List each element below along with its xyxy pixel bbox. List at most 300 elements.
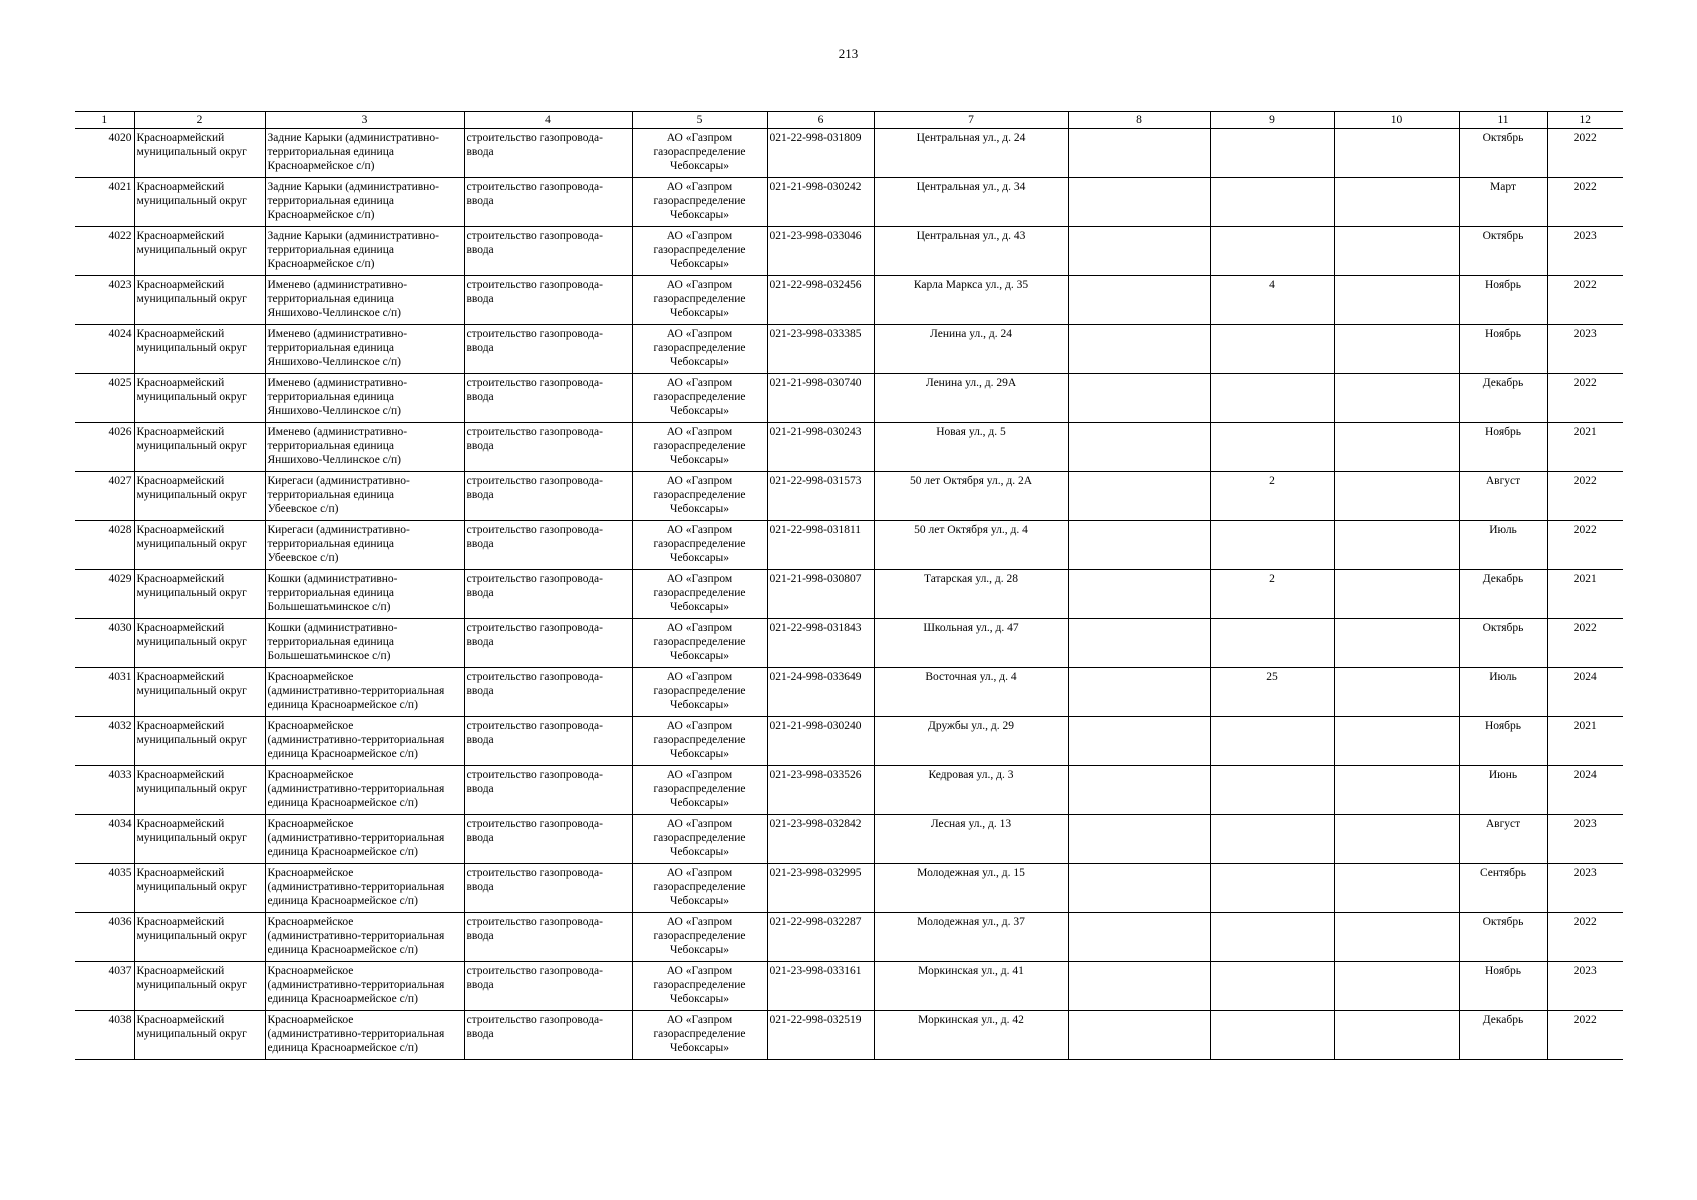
address-cell: Центральная ул., д. 34: [874, 178, 1068, 227]
district-cell: [134, 178, 265, 227]
object-code-cell: 021-22-998-032287: [767, 913, 874, 962]
object-code-cell: 021-23-998-033046: [767, 227, 874, 276]
row-number-cell: 4026: [75, 423, 134, 472]
year-cell: 2021: [1547, 423, 1623, 472]
district-cell-line: Красноармейский: [136, 622, 225, 634]
district-cell-line: Красноармейский: [136, 181, 225, 193]
column-header: 10: [1334, 112, 1459, 129]
district-cell-line: муниципальный округ: [136, 489, 247, 501]
locality-cell: [265, 619, 464, 668]
organization-cell-line: АО «Газпром: [666, 475, 733, 487]
month-cell: Октябрь: [1459, 619, 1547, 668]
organization-cell-line: газораспределение: [653, 587, 746, 599]
organization-cell: [632, 178, 767, 227]
district-cell-line: Красноармейский: [136, 867, 225, 879]
table-row: [75, 913, 1623, 962]
locality-cell-line: Яншихово-Челлинское с/п): [267, 356, 401, 368]
organization-cell: [632, 815, 767, 864]
organization-cell: [632, 1011, 767, 1060]
object-code-cell: 021-22-998-031811: [767, 521, 874, 570]
locality-cell-line: единица Красноармейское с/п): [267, 748, 418, 760]
organization-cell-line: Чебоксары»: [669, 797, 730, 809]
object-code-cell: 021-22-998-031809: [767, 129, 874, 178]
work-type-cell: [464, 276, 632, 325]
row-number-cell: 4024: [75, 325, 134, 374]
row-number-cell: 4033: [75, 766, 134, 815]
locality-cell-line: территориальная единица: [267, 244, 394, 256]
work-type-cell-line: строительство газопровода-: [466, 622, 603, 634]
locality-cell-line: территориальная единица: [267, 489, 394, 501]
column-9-cell: [1210, 423, 1334, 472]
district-cell-line: муниципальный округ: [136, 734, 247, 746]
locality-cell: [265, 766, 464, 815]
work-type-cell: [464, 570, 632, 619]
column-10-cell: [1334, 374, 1459, 423]
work-type-cell-line: строительство газопровода-: [466, 132, 603, 144]
address-cell: Молодежная ул., д. 37: [874, 913, 1068, 962]
column-10-cell: [1334, 227, 1459, 276]
district-cell: [134, 325, 265, 374]
month-cell: Июль: [1459, 521, 1547, 570]
address-cell: Центральная ул., д. 24: [874, 129, 1068, 178]
object-code-cell: 021-21-998-030740: [767, 374, 874, 423]
work-type-cell: [464, 766, 632, 815]
district-cell-line: муниципальный округ: [136, 783, 247, 795]
district-cell-line: муниципальный округ: [136, 146, 247, 158]
address-cell: Карла Маркса ул., д. 35: [874, 276, 1068, 325]
column-10-cell: [1334, 1011, 1459, 1060]
work-type-cell: [464, 815, 632, 864]
locality-cell: [265, 1011, 464, 1060]
organization-cell: [632, 276, 767, 325]
locality-cell-line: единица Красноармейское с/п): [267, 699, 418, 711]
row-number-cell: 4036: [75, 913, 134, 962]
year-cell: 2022: [1547, 619, 1623, 668]
locality-cell: [265, 717, 464, 766]
organization-cell-line: Чебоксары»: [669, 356, 730, 368]
month-cell: Декабрь: [1459, 570, 1547, 619]
work-type-cell-line: ввода: [466, 293, 494, 305]
address-cell: Татарская ул., д. 28: [874, 570, 1068, 619]
column-header: 12: [1547, 112, 1623, 129]
organization-cell: [632, 374, 767, 423]
locality-cell-line: Именево (административно-: [267, 426, 408, 438]
organization-cell-line: газораспределение: [653, 195, 746, 207]
column-9-cell: 2: [1210, 472, 1334, 521]
locality-cell-line: Красноармейское: [267, 671, 354, 683]
locality-cell-line: Красноармейское: [267, 867, 354, 879]
locality-cell-line: Кошки (административно-: [267, 622, 398, 634]
table-row: [75, 570, 1623, 619]
organization-cell: [632, 227, 767, 276]
row-number-cell: 4034: [75, 815, 134, 864]
year-cell: 2022: [1547, 276, 1623, 325]
locality-cell-line: единица Красноармейское с/п): [267, 797, 418, 809]
work-type-cell: [464, 521, 632, 570]
organization-cell-line: газораспределение: [653, 538, 746, 550]
column-9-cell: [1210, 815, 1334, 864]
month-cell: Сентябрь: [1459, 864, 1547, 913]
table-row: [75, 668, 1623, 717]
column-header: 8: [1068, 112, 1210, 129]
month-cell: Октябрь: [1459, 913, 1547, 962]
address-cell: Ленина ул., д. 24: [874, 325, 1068, 374]
district-cell: [134, 374, 265, 423]
address-cell: Моркинская ул., д. 41: [874, 962, 1068, 1011]
organization-cell-line: АО «Газпром: [666, 426, 733, 438]
locality-cell: [265, 668, 464, 717]
organization-cell: [632, 423, 767, 472]
column-8-cell: [1068, 325, 1210, 374]
column-9-cell: 2: [1210, 570, 1334, 619]
work-type-cell: [464, 962, 632, 1011]
organization-cell-line: газораспределение: [653, 930, 746, 942]
district-cell: [134, 129, 265, 178]
district-cell-line: Красноармейский: [136, 524, 225, 536]
year-cell: 2022: [1547, 472, 1623, 521]
organization-cell: [632, 864, 767, 913]
column-10-cell: [1334, 668, 1459, 717]
column-9-cell: [1210, 178, 1334, 227]
district-cell: [134, 472, 265, 521]
column-10-cell: [1334, 962, 1459, 1011]
column-8-cell: [1068, 129, 1210, 178]
locality-cell-line: территориальная единица: [267, 587, 394, 599]
locality-cell: [265, 129, 464, 178]
work-type-cell-line: ввода: [466, 930, 494, 942]
organization-cell-line: АО «Газпром: [666, 818, 733, 830]
year-cell: 2022: [1547, 913, 1623, 962]
organization-cell: [632, 717, 767, 766]
month-cell: Август: [1459, 815, 1547, 864]
column-header: 6: [767, 112, 874, 129]
year-cell: 2022: [1547, 1011, 1623, 1060]
work-type-cell-line: ввода: [466, 881, 494, 893]
column-8-cell: [1068, 717, 1210, 766]
work-type-cell-line: строительство газопровода-: [466, 181, 603, 193]
locality-cell-line: Яншихово-Челлинское с/п): [267, 307, 401, 319]
organization-cell: [632, 668, 767, 717]
district-cell: [134, 962, 265, 1011]
locality-cell-line: Красноармейское: [267, 818, 354, 830]
district-cell-line: муниципальный округ: [136, 391, 247, 403]
row-number-cell: 4035: [75, 864, 134, 913]
month-cell: Ноябрь: [1459, 962, 1547, 1011]
work-type-cell: [464, 325, 632, 374]
locality-cell-line: Именево (административно-: [267, 377, 408, 389]
locality-cell-line: Красноармейское: [267, 720, 354, 732]
object-code-cell: 021-21-998-030807: [767, 570, 874, 619]
table-row: [75, 1011, 1623, 1060]
object-code-cell: 021-23-998-033161: [767, 962, 874, 1011]
work-type-cell-line: ввода: [466, 146, 494, 158]
locality-cell: [265, 374, 464, 423]
district-cell-line: Красноармейский: [136, 769, 225, 781]
work-type-cell-line: ввода: [466, 538, 494, 550]
organization-cell-line: Чебоксары»: [669, 748, 730, 760]
object-code-cell: 021-22-998-032519: [767, 1011, 874, 1060]
locality-cell-line: (административно-территориальная: [267, 1028, 445, 1040]
organization-cell-line: газораспределение: [653, 1028, 746, 1040]
locality-cell-line: Красноармейское с/п): [267, 258, 375, 270]
column-header: 3: [265, 112, 464, 129]
work-type-cell-line: ввода: [466, 1028, 494, 1040]
organization-cell: [632, 913, 767, 962]
column-9-cell: [1210, 374, 1334, 423]
locality-cell-line: территориальная единица: [267, 391, 394, 403]
column-header: 2: [134, 112, 265, 129]
district-cell-line: муниципальный округ: [136, 636, 247, 648]
locality-cell-line: единица Красноармейское с/п): [267, 1042, 418, 1054]
column-8-cell: [1068, 374, 1210, 423]
work-type-cell-line: строительство газопровода-: [466, 475, 603, 487]
month-cell: Ноябрь: [1459, 423, 1547, 472]
district-cell: [134, 766, 265, 815]
organization-cell-line: АО «Газпром: [666, 1014, 733, 1026]
organization-cell-line: АО «Газпром: [666, 720, 733, 732]
organization-cell-line: газораспределение: [653, 979, 746, 991]
district-cell: [134, 521, 265, 570]
district-cell-line: муниципальный округ: [136, 1028, 247, 1040]
column-header: 11: [1459, 112, 1547, 129]
row-number-cell: 4023: [75, 276, 134, 325]
work-type-cell-line: ввода: [466, 636, 494, 648]
locality-cell-line: единица Красноармейское с/п): [267, 846, 418, 858]
organization-cell-line: Чебоксары»: [669, 846, 730, 858]
work-type-cell-line: ввода: [466, 342, 494, 354]
organization-cell-line: АО «Газпром: [666, 867, 733, 879]
year-cell: 2022: [1547, 129, 1623, 178]
column-8-cell: [1068, 815, 1210, 864]
year-cell: 2023: [1547, 864, 1623, 913]
object-code-cell: 021-22-998-031843: [767, 619, 874, 668]
district-cell-line: Красноармейский: [136, 279, 225, 291]
locality-cell-line: Яншихово-Челлинское с/п): [267, 454, 401, 466]
year-cell: 2023: [1547, 962, 1623, 1011]
address-cell: 50 лет Октября ул., д. 4: [874, 521, 1068, 570]
column-8-cell: [1068, 668, 1210, 717]
organization-cell-line: газораспределение: [653, 685, 746, 697]
work-type-cell: [464, 864, 632, 913]
district-cell-line: муниципальный округ: [136, 930, 247, 942]
column-8-cell: [1068, 619, 1210, 668]
row-number-cell: 4038: [75, 1011, 134, 1060]
table-row: [75, 423, 1623, 472]
column-9-cell: 25: [1210, 668, 1334, 717]
table-body: [75, 129, 1623, 1060]
column-9-cell: [1210, 521, 1334, 570]
organization-cell: [632, 325, 767, 374]
locality-cell-line: Кирегаси (административно-: [267, 475, 410, 487]
locality-cell-line: Именево (административно-: [267, 328, 408, 340]
district-cell-line: Красноармейский: [136, 132, 225, 144]
district-cell-line: муниципальный округ: [136, 342, 247, 354]
month-cell: Август: [1459, 472, 1547, 521]
locality-cell: [265, 521, 464, 570]
work-type-cell: [464, 619, 632, 668]
organization-cell: [632, 472, 767, 521]
district-cell-line: муниципальный округ: [136, 587, 247, 599]
table-row: [75, 717, 1623, 766]
locality-cell: [265, 864, 464, 913]
work-type-cell-line: ввода: [466, 587, 494, 599]
district-cell-line: Красноармейский: [136, 573, 225, 585]
work-type-cell-line: ввода: [466, 489, 494, 501]
locality-cell-line: единица Красноармейское с/п): [267, 895, 418, 907]
work-type-cell-line: ввода: [466, 685, 494, 697]
locality-cell-line: территориальная единица: [267, 342, 394, 354]
gasification-register-table: [75, 111, 1623, 1060]
district-cell-line: Красноармейский: [136, 671, 225, 683]
table-row: [75, 374, 1623, 423]
locality-cell-line: Задние Карыки (административно-: [267, 230, 439, 242]
work-type-cell-line: ввода: [466, 440, 494, 452]
table-row: [75, 521, 1623, 570]
organization-cell-line: Чебоксары»: [669, 405, 730, 417]
district-cell-line: Красноармейский: [136, 916, 225, 928]
work-type-cell-line: ввода: [466, 195, 494, 207]
locality-cell-line: (административно-территориальная: [267, 930, 445, 942]
column-10-cell: [1334, 129, 1459, 178]
year-cell: 2023: [1547, 325, 1623, 374]
column-8-cell: [1068, 913, 1210, 962]
organization-cell-line: АО «Газпром: [666, 916, 733, 928]
year-cell: 2021: [1547, 717, 1623, 766]
year-cell: 2023: [1547, 815, 1623, 864]
table-row: [75, 766, 1623, 815]
organization-cell-line: Чебоксары»: [669, 993, 730, 1005]
locality-cell-line: Красноармейское с/п): [267, 160, 375, 172]
district-cell: [134, 668, 265, 717]
work-type-cell-line: строительство газопровода-: [466, 818, 603, 830]
work-type-cell-line: ввода: [466, 979, 494, 991]
object-code-cell: 021-21-998-030242: [767, 178, 874, 227]
column-8-cell: [1068, 276, 1210, 325]
district-cell-line: Красноармейский: [136, 426, 225, 438]
address-cell: Восточная ул., д. 4: [874, 668, 1068, 717]
column-header: 4: [464, 112, 632, 129]
row-number-cell: 4021: [75, 178, 134, 227]
table-row: [75, 129, 1623, 178]
column-10-cell: [1334, 325, 1459, 374]
locality-cell-line: единица Красноармейское с/п): [267, 993, 418, 1005]
year-cell: 2023: [1547, 227, 1623, 276]
column-8-cell: [1068, 178, 1210, 227]
organization-cell-line: Чебоксары»: [669, 601, 730, 613]
work-type-cell-line: строительство газопровода-: [466, 720, 603, 732]
organization-cell-line: газораспределение: [653, 244, 746, 256]
work-type-cell-line: строительство газопровода-: [466, 230, 603, 242]
locality-cell-line: территориальная единица: [267, 195, 394, 207]
column-10-cell: [1334, 766, 1459, 815]
row-number-cell: 4022: [75, 227, 134, 276]
work-type-cell: [464, 178, 632, 227]
locality-cell-line: (административно-территориальная: [267, 881, 445, 893]
work-type-cell-line: строительство газопровода-: [466, 916, 603, 928]
column-8-cell: [1068, 864, 1210, 913]
district-cell-line: муниципальный округ: [136, 881, 247, 893]
locality-cell-line: Красноармейское: [267, 965, 354, 977]
district-cell-line: муниципальный округ: [136, 832, 247, 844]
object-code-cell: 021-21-998-030240: [767, 717, 874, 766]
column-9-cell: [1210, 717, 1334, 766]
locality-cell-line: Яншихово-Челлинское с/п): [267, 405, 401, 417]
organization-cell-line: АО «Газпром: [666, 622, 733, 634]
district-cell-line: муниципальный округ: [136, 293, 247, 305]
organization-cell-line: Чебоксары»: [669, 503, 730, 515]
year-cell: 2021: [1547, 570, 1623, 619]
table-row: [75, 962, 1623, 1011]
address-cell: Центральная ул., д. 43: [874, 227, 1068, 276]
address-cell: Дружбы ул., д. 29: [874, 717, 1068, 766]
organization-cell-line: газораспределение: [653, 881, 746, 893]
organization-cell-line: АО «Газпром: [666, 181, 733, 193]
organization-cell-line: Чебоксары»: [669, 160, 730, 172]
organization-cell-line: Чебоксары»: [669, 552, 730, 564]
locality-cell: [265, 325, 464, 374]
column-10-cell: [1334, 570, 1459, 619]
row-number-cell: 4031: [75, 668, 134, 717]
district-cell: [134, 864, 265, 913]
column-9-cell: [1210, 325, 1334, 374]
district-cell-line: муниципальный округ: [136, 440, 247, 452]
table-row: [75, 276, 1623, 325]
object-code-cell: 021-24-998-033649: [767, 668, 874, 717]
locality-cell-line: Кирегаси (административно-: [267, 524, 410, 536]
page-number: 213: [838, 46, 859, 61]
locality-cell-line: Большешатьминское с/п): [267, 601, 391, 613]
locality-cell-line: (административно-территориальная: [267, 832, 445, 844]
work-type-cell: [464, 717, 632, 766]
column-9-cell: [1210, 913, 1334, 962]
locality-cell-line: единица Красноармейское с/п): [267, 944, 418, 956]
table-row: [75, 619, 1623, 668]
locality-cell-line: (административно-территориальная: [267, 734, 445, 746]
district-cell: [134, 815, 265, 864]
column-9-cell: 4: [1210, 276, 1334, 325]
year-cell: 2024: [1547, 766, 1623, 815]
organization-cell-line: газораспределение: [653, 783, 746, 795]
organization-cell-line: газораспределение: [653, 146, 746, 158]
locality-cell-line: Красноармейское: [267, 916, 354, 928]
column-8-cell: [1068, 423, 1210, 472]
row-number-cell: 4030: [75, 619, 134, 668]
locality-cell-line: Кошки (административно-: [267, 573, 398, 585]
work-type-cell-line: строительство газопровода-: [466, 867, 603, 879]
district-cell: [134, 570, 265, 619]
locality-cell: [265, 913, 464, 962]
work-type-cell-line: строительство газопровода-: [466, 1014, 603, 1026]
district-cell-line: Красноармейский: [136, 818, 225, 830]
organization-cell: [632, 766, 767, 815]
organization-cell-line: Чебоксары»: [669, 307, 730, 319]
table-row: [75, 864, 1623, 913]
work-type-cell: [464, 129, 632, 178]
column-9-cell: [1210, 864, 1334, 913]
object-code-cell: 021-22-998-031573: [767, 472, 874, 521]
month-cell: Октябрь: [1459, 129, 1547, 178]
column-8-cell: [1068, 472, 1210, 521]
row-number-cell: 4037: [75, 962, 134, 1011]
locality-cell-line: Задние Карыки (административно-: [267, 132, 439, 144]
table-header: [75, 112, 1623, 129]
organization-cell-line: Чебоксары»: [669, 454, 730, 466]
column-9-cell: [1210, 619, 1334, 668]
locality-cell-line: Красноармейское с/п): [267, 209, 375, 221]
column-header: 7: [874, 112, 1068, 129]
row-number-cell: 4032: [75, 717, 134, 766]
work-type-cell-line: строительство газопровода-: [466, 377, 603, 389]
